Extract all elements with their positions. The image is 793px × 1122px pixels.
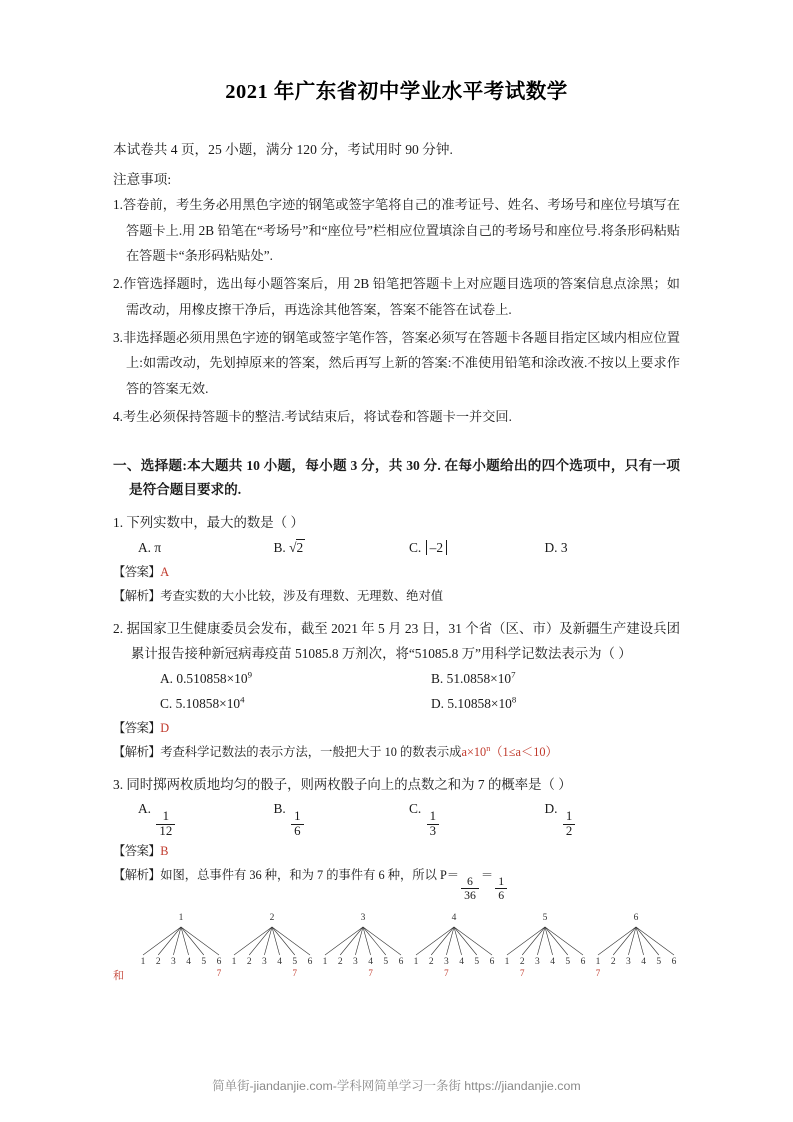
tree-leaf-value: 5 xyxy=(383,957,389,968)
tree-leaf-value: 6 7 xyxy=(213,957,225,967)
tree-root-value: 2 xyxy=(269,913,275,924)
option-exponent: 8 xyxy=(511,694,517,705)
question-stem xyxy=(113,773,680,797)
fraction xyxy=(427,810,439,839)
tree-leaf-value: 6 xyxy=(671,957,677,968)
tree-leaf-value: 1 7 xyxy=(592,957,604,967)
sum-label: 和 xyxy=(113,970,124,983)
tree-leaf-value: 4 xyxy=(459,957,464,968)
option-d[interactable] xyxy=(545,536,681,560)
dice-tree xyxy=(319,913,407,987)
tree-leaves xyxy=(592,957,680,979)
tree-leaf-value: 2 xyxy=(246,957,252,968)
explanation-line xyxy=(113,742,680,764)
tree-leaf-value: 4 xyxy=(186,957,191,968)
section-text: 本大题共 10 小题，每小题 3 分，共 30 分. 在每小题给出的四个选项中，只有一项是符合题目要求的. xyxy=(129,457,681,497)
tree-group xyxy=(113,913,680,987)
fraction-numerator: 6 xyxy=(467,873,473,888)
formula-range: （1≤a＜10） xyxy=(490,745,558,760)
footer-watermark: 简单街-jiandanjie.com-学科网简单学习一条街 https://jiandanjie.com xyxy=(212,1079,581,1093)
tree-leaf-value: 5 xyxy=(565,957,571,968)
formula-base: a×10 xyxy=(461,745,487,760)
section-heading xyxy=(113,454,680,502)
option-d[interactable] xyxy=(409,692,680,716)
notice-item xyxy=(113,271,680,322)
explanation-label: 【解析】 xyxy=(113,867,161,882)
option-a[interactable] xyxy=(138,536,274,560)
answer-label: 【答案】 xyxy=(113,565,161,580)
answer-line xyxy=(113,718,680,740)
question-number: 3. xyxy=(113,776,124,792)
option-value: 2 xyxy=(296,540,304,556)
notice-text: 作管选择题时，选出每小题答案后，用 2B 铅笔把答题卡上对应题目选项的答案信息点涂黑；如需改动，用橡皮擦干净后，再选涂其他答案，答案不能答在试卷上. xyxy=(122,276,680,317)
fraction xyxy=(156,810,175,839)
notice-item xyxy=(113,192,680,268)
option-label: A. xyxy=(160,670,174,686)
tree-root-value: 4 xyxy=(451,913,457,924)
explanation-line xyxy=(113,865,680,902)
notice-text: 非选择题必须用黑色字迹的钢笔或签字笔作答，答案必须写在答题卡各题目指定区域内相应位置上:如需改动，先划掉原来的答案，然后再写上新的答案:不准使用铅笔和涂改液.不按以上要求作答的答案无效. xyxy=(122,330,680,396)
option-row xyxy=(113,536,680,560)
tree-leaf-value: 1 xyxy=(322,957,328,968)
notice-text: 考生必须保持答题卡的整洁.考试结束后，将试卷和答题卡一并交回. xyxy=(122,409,512,425)
question-number: 2. xyxy=(113,621,124,637)
notice-text: 答卷前，考生务必用黑色字迹的钢笔或签字笔将自己的准考证号、姓名、考场号和座位号填写在答题卡上.用 2B 铅笔在“考场号”和“座位号”栏相应位置填涂自己的考场号和座位号.将条形码粘贴在答题卡“条形码粘贴处”. xyxy=(122,197,680,264)
option-exponent: 9 xyxy=(247,669,252,680)
sum-seven-marker: 7 xyxy=(519,968,525,979)
exam-meta: 本试卷共 4 页，25 小题，满分 120 分，考试用时 90 分钟. xyxy=(113,142,453,157)
question-text: 下列实数中，最大的数是（ ） xyxy=(126,514,304,530)
option-value: 0.510858×10 xyxy=(176,670,248,686)
dice-tree xyxy=(501,913,589,987)
option-c[interactable] xyxy=(409,801,545,838)
tree-leaf-value: 4 xyxy=(550,957,555,968)
tree-leaf-value: 5 xyxy=(474,957,480,968)
tree-leaf-value: 3 xyxy=(262,957,267,968)
fraction-numerator: 1 xyxy=(162,809,170,823)
fraction-denominator: 12 xyxy=(156,824,175,839)
tree-leaf-value: 3 7 xyxy=(440,957,452,967)
notice-number: 3. xyxy=(113,330,123,346)
tree-leaf-value: 3 xyxy=(353,957,358,968)
tree-root-value: 6 xyxy=(633,913,639,924)
option-a[interactable] xyxy=(138,667,409,691)
option-label: B. xyxy=(431,670,444,686)
answer-value: B xyxy=(160,843,169,858)
option-label: C. xyxy=(409,540,422,556)
fraction-numerator: 1 xyxy=(565,809,573,823)
page-title: 2021 年广东省初中学业水平考试数学 xyxy=(225,81,568,103)
option-b[interactable] xyxy=(409,667,680,691)
fraction-denominator: 3 xyxy=(427,824,439,839)
option-label: B. xyxy=(273,540,286,556)
sum-seven-marker: 7 xyxy=(444,968,449,979)
tree-leaf-value: 1 xyxy=(231,957,237,968)
sqrt-icon: √2 xyxy=(289,540,304,556)
tree-root-value: 3 xyxy=(360,913,366,924)
option-c[interactable] xyxy=(138,692,409,716)
question-stem xyxy=(113,511,680,535)
tree-leaf-value: 1 xyxy=(140,957,146,968)
sum-seven-marker: 7 xyxy=(368,968,373,979)
tree-leaf-value: 4 7 xyxy=(365,957,377,967)
option-label: B. xyxy=(273,801,286,817)
question-3 xyxy=(113,773,680,901)
option-value: –2 xyxy=(426,540,447,555)
tree-leaf-value: 2 xyxy=(610,957,616,968)
notice-list xyxy=(113,192,680,429)
question-text: 同时掷两枚质地均匀的骰子，则两枚骰子向上的点数之和为 7 的概率是（ ） xyxy=(126,776,572,792)
option-value: π xyxy=(154,540,162,556)
fraction-numerator: 1 xyxy=(429,809,437,823)
tree-leaf-value: 4 xyxy=(277,957,282,968)
option-label: D. xyxy=(544,801,558,817)
probability-equation xyxy=(439,867,509,902)
option-exponent: 4 xyxy=(240,694,245,705)
sum-seven-marker: 7 xyxy=(216,968,222,979)
notice-item xyxy=(113,325,680,401)
fraction xyxy=(461,875,479,902)
answer-label: 【答案】 xyxy=(113,843,161,858)
option-c[interactable] xyxy=(409,536,545,560)
tree-leaf-value: 2 xyxy=(428,957,434,968)
tree-leaf-value: 6 xyxy=(489,957,495,968)
tree-leaf-value: 2 xyxy=(337,957,343,968)
tree-branches xyxy=(410,925,498,959)
dice-tree-diagram xyxy=(113,913,680,989)
tree-leaves xyxy=(410,957,498,979)
explanation-label: 【解析】 xyxy=(113,589,161,604)
tree-leaf-value: 4 xyxy=(641,957,646,968)
dice-tree xyxy=(137,913,225,987)
explanation-text: 考查实数的大小比较，涉及有理数、无理数、绝对值 xyxy=(160,589,444,604)
tree-leaf-value: 6 xyxy=(307,957,313,968)
option-label: C. xyxy=(160,696,173,712)
option-value: 3 xyxy=(560,540,568,556)
tree-leaf-value: 2 xyxy=(155,957,161,968)
explanation-text: 如图，总事件有 36 种，和为 7 的事件有 6 种，所以 xyxy=(160,867,437,882)
option-value: 5.10858×10 xyxy=(447,696,512,712)
tree-leaf-value: 1 xyxy=(504,957,510,968)
notice-number: 4. xyxy=(113,409,123,425)
notice-number: 1. xyxy=(113,197,123,213)
answer-line xyxy=(113,562,680,584)
tree-branches xyxy=(137,925,225,959)
equation-equals: ＝ xyxy=(480,867,494,882)
question-text: 据国家卫生健康委员会发布，截至 2021 年 5 月 23 日，31 个省（区、市）及新疆生产建设兵团累计报告接种新冠病毒疫苗 51085.8 万剂次，将“51085.8 万”用科学记数法表示为（ ） xyxy=(126,621,680,661)
tree-leaves xyxy=(319,957,407,979)
answer-value: A xyxy=(160,565,170,580)
question-stem xyxy=(113,617,680,666)
option-label: A. xyxy=(138,540,152,556)
fraction-numerator: 1 xyxy=(294,809,301,823)
question-number: 1. xyxy=(113,514,124,530)
dice-tree xyxy=(592,913,680,987)
fraction-denominator: 6 xyxy=(291,824,303,839)
tree-leaves xyxy=(501,957,589,979)
fraction xyxy=(291,810,303,839)
tree-leaf-value: 3 xyxy=(626,957,631,968)
tree-leaf-value: 5 xyxy=(656,957,662,968)
fraction-denominator: 36 xyxy=(461,888,479,902)
option-label: D. xyxy=(544,540,558,556)
option-d[interactable] xyxy=(545,801,681,838)
explanation-line xyxy=(113,586,680,608)
notice-item xyxy=(113,404,680,429)
fraction xyxy=(563,810,575,839)
fraction xyxy=(495,875,507,902)
tree-leaves xyxy=(137,957,225,979)
option-label: C. xyxy=(409,801,422,817)
option-row xyxy=(113,692,680,716)
question-1 xyxy=(113,511,680,608)
tree-leaf-value: 5 7 xyxy=(289,957,301,967)
equation-lhs: P＝ xyxy=(439,867,460,882)
fraction-denominator: 6 xyxy=(495,888,507,902)
answer-line xyxy=(113,841,680,863)
question-2 xyxy=(113,617,680,764)
dice-tree xyxy=(228,913,316,987)
tree-branches xyxy=(501,925,589,959)
option-label: D. xyxy=(431,696,445,712)
tree-leaf-value: 6 xyxy=(398,957,404,968)
tree-leaf-value: 1 xyxy=(413,957,419,968)
explanation-text: 考查科学记数法的表示方法，一般把大于 10 的数表示成 xyxy=(160,745,462,760)
section-lead: 一、选择题: xyxy=(113,457,187,473)
answer-label: 【答案】 xyxy=(113,721,161,736)
notice-number: 2. xyxy=(113,276,123,292)
tree-leaf-value: 3 xyxy=(535,957,540,968)
tree-leaf-value: 3 xyxy=(171,957,176,968)
sum-seven-marker: 7 xyxy=(292,968,297,979)
explanation-formula xyxy=(461,745,557,759)
tree-leaf-value: 6 xyxy=(580,957,586,968)
tree-leaf-value: 5 xyxy=(201,957,207,968)
option-a[interactable] xyxy=(138,801,274,838)
option-b[interactable] xyxy=(274,536,410,560)
dice-tree xyxy=(410,913,498,987)
fraction-numerator: 1 xyxy=(498,873,505,888)
tree-leaf-value: 2 7 xyxy=(516,957,528,967)
tree-root-value: 5 xyxy=(542,913,548,924)
tree-branches xyxy=(592,925,680,959)
explanation-label: 【解析】 xyxy=(113,745,161,760)
tree-branches xyxy=(228,925,316,959)
answer-value: D xyxy=(160,721,170,736)
formula-exponent: n xyxy=(486,743,491,753)
option-row xyxy=(113,801,680,838)
option-b[interactable] xyxy=(274,801,410,838)
option-row xyxy=(113,667,680,691)
option-value: 5.10858×10 xyxy=(175,696,241,712)
tree-branches xyxy=(319,925,407,959)
tree-root-value: 1 xyxy=(178,913,184,924)
option-label: A. xyxy=(138,801,152,817)
tree-leaves xyxy=(228,957,316,979)
option-exponent: 7 xyxy=(511,669,516,680)
option-value: 51.0858×10 xyxy=(446,670,512,686)
notice-heading: 注意事项: xyxy=(113,171,172,187)
fraction-denominator: 2 xyxy=(563,824,575,839)
sum-seven-marker: 7 xyxy=(595,968,601,979)
